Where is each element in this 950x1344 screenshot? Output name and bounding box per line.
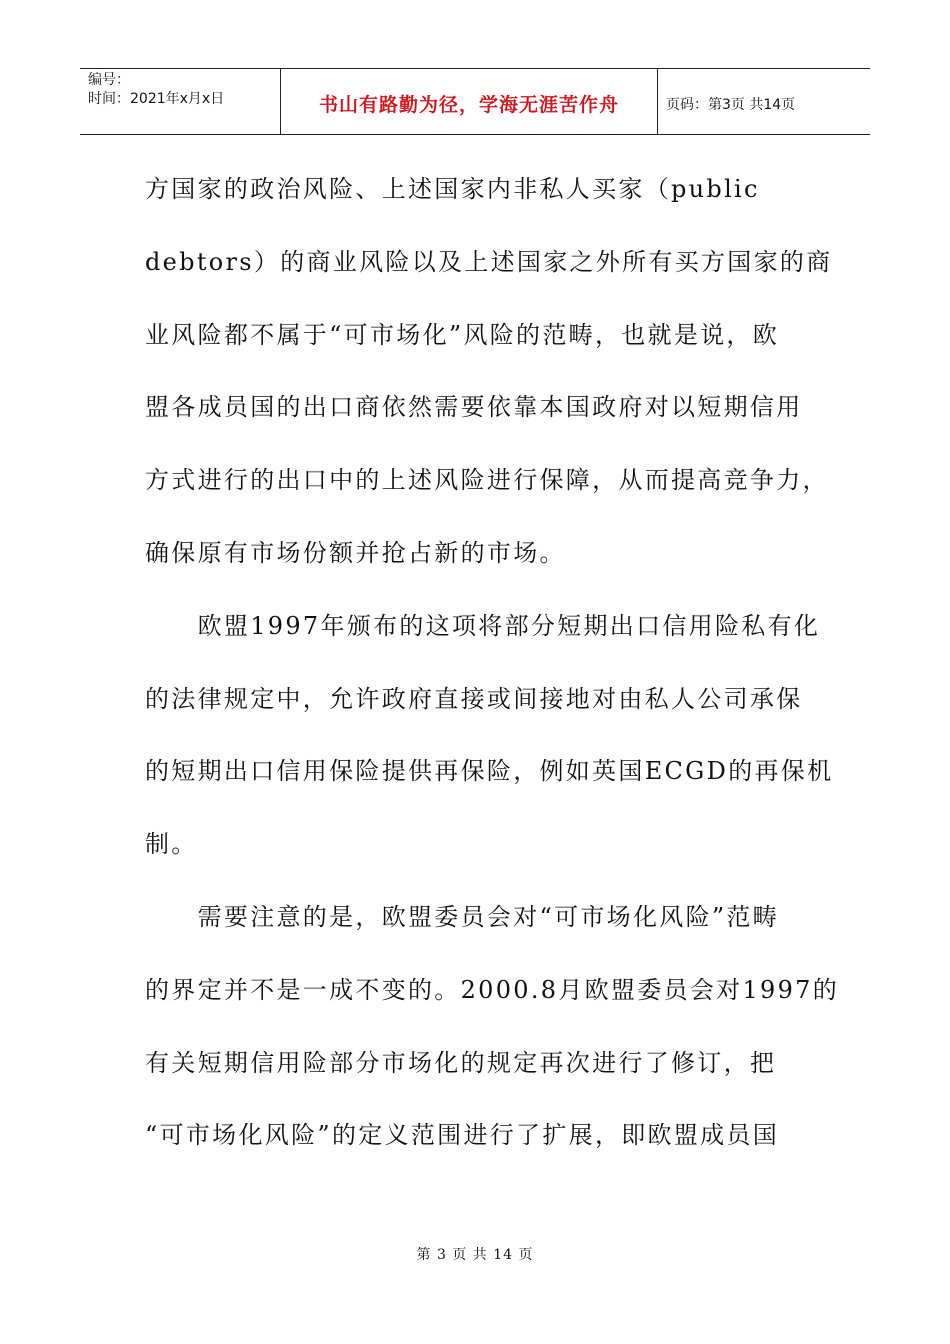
text-line: 欧盟1997年颁布的这项将部分短期出口信用险私有化	[145, 611, 821, 640]
text-line: “可市场化风险”的定义范围进行了扩展，即欧盟成员国	[145, 1121, 780, 1150]
text-line: 方国家的政治风险、上述国家内非私人买家（public	[145, 175, 760, 203]
text-line: 制。	[145, 830, 198, 859]
text-line: 盟各成员国的出口商依然需要依靠本国政府对以短期信用	[145, 393, 803, 422]
text-line: 的短期出口信用保险提供再保险，例如英国ECGD的再保机	[145, 757, 834, 786]
text-line: debtors）的商业风险以及上述国家之外所有买方国家的商	[145, 247, 833, 276]
page-footer: 第 3 页 共 14 页	[416, 1247, 534, 1263]
date-label: 时间：2021年x月x日	[88, 91, 225, 107]
text-line: 的法律规定中，允许政府直接或间接地对由私人公司承保	[145, 684, 803, 713]
document-body	[145, 160, 840, 1179]
text-line: 确保原有市场份额并抢占新的市场。	[145, 538, 566, 567]
text-line: 需要注意的是，欧盟委员会对“可市场化风险”范畴	[145, 902, 780, 931]
text-line: 业风险都不属于“可市场化”风险的范畴，也就是说，欧	[145, 320, 780, 349]
header-meta	[80, 69, 281, 134]
page-header	[80, 68, 870, 135]
text-line: 方式进行的出口中的上述风险进行保障，从而提高竞争力，	[145, 466, 829, 495]
text-line: 有关短期信用险部分市场化的规定再次进行了修订，把	[145, 1048, 777, 1077]
header-page-info: 页码：第3页 共14页	[666, 96, 796, 113]
text-line: 的界定并不是一成不变的。2000.8月欧盟委员会对1997的	[145, 975, 840, 1004]
serial-label: 编号：	[88, 72, 130, 88]
header-motto: 书山有路勤为径，学海无涯苦作舟	[281, 69, 658, 134]
